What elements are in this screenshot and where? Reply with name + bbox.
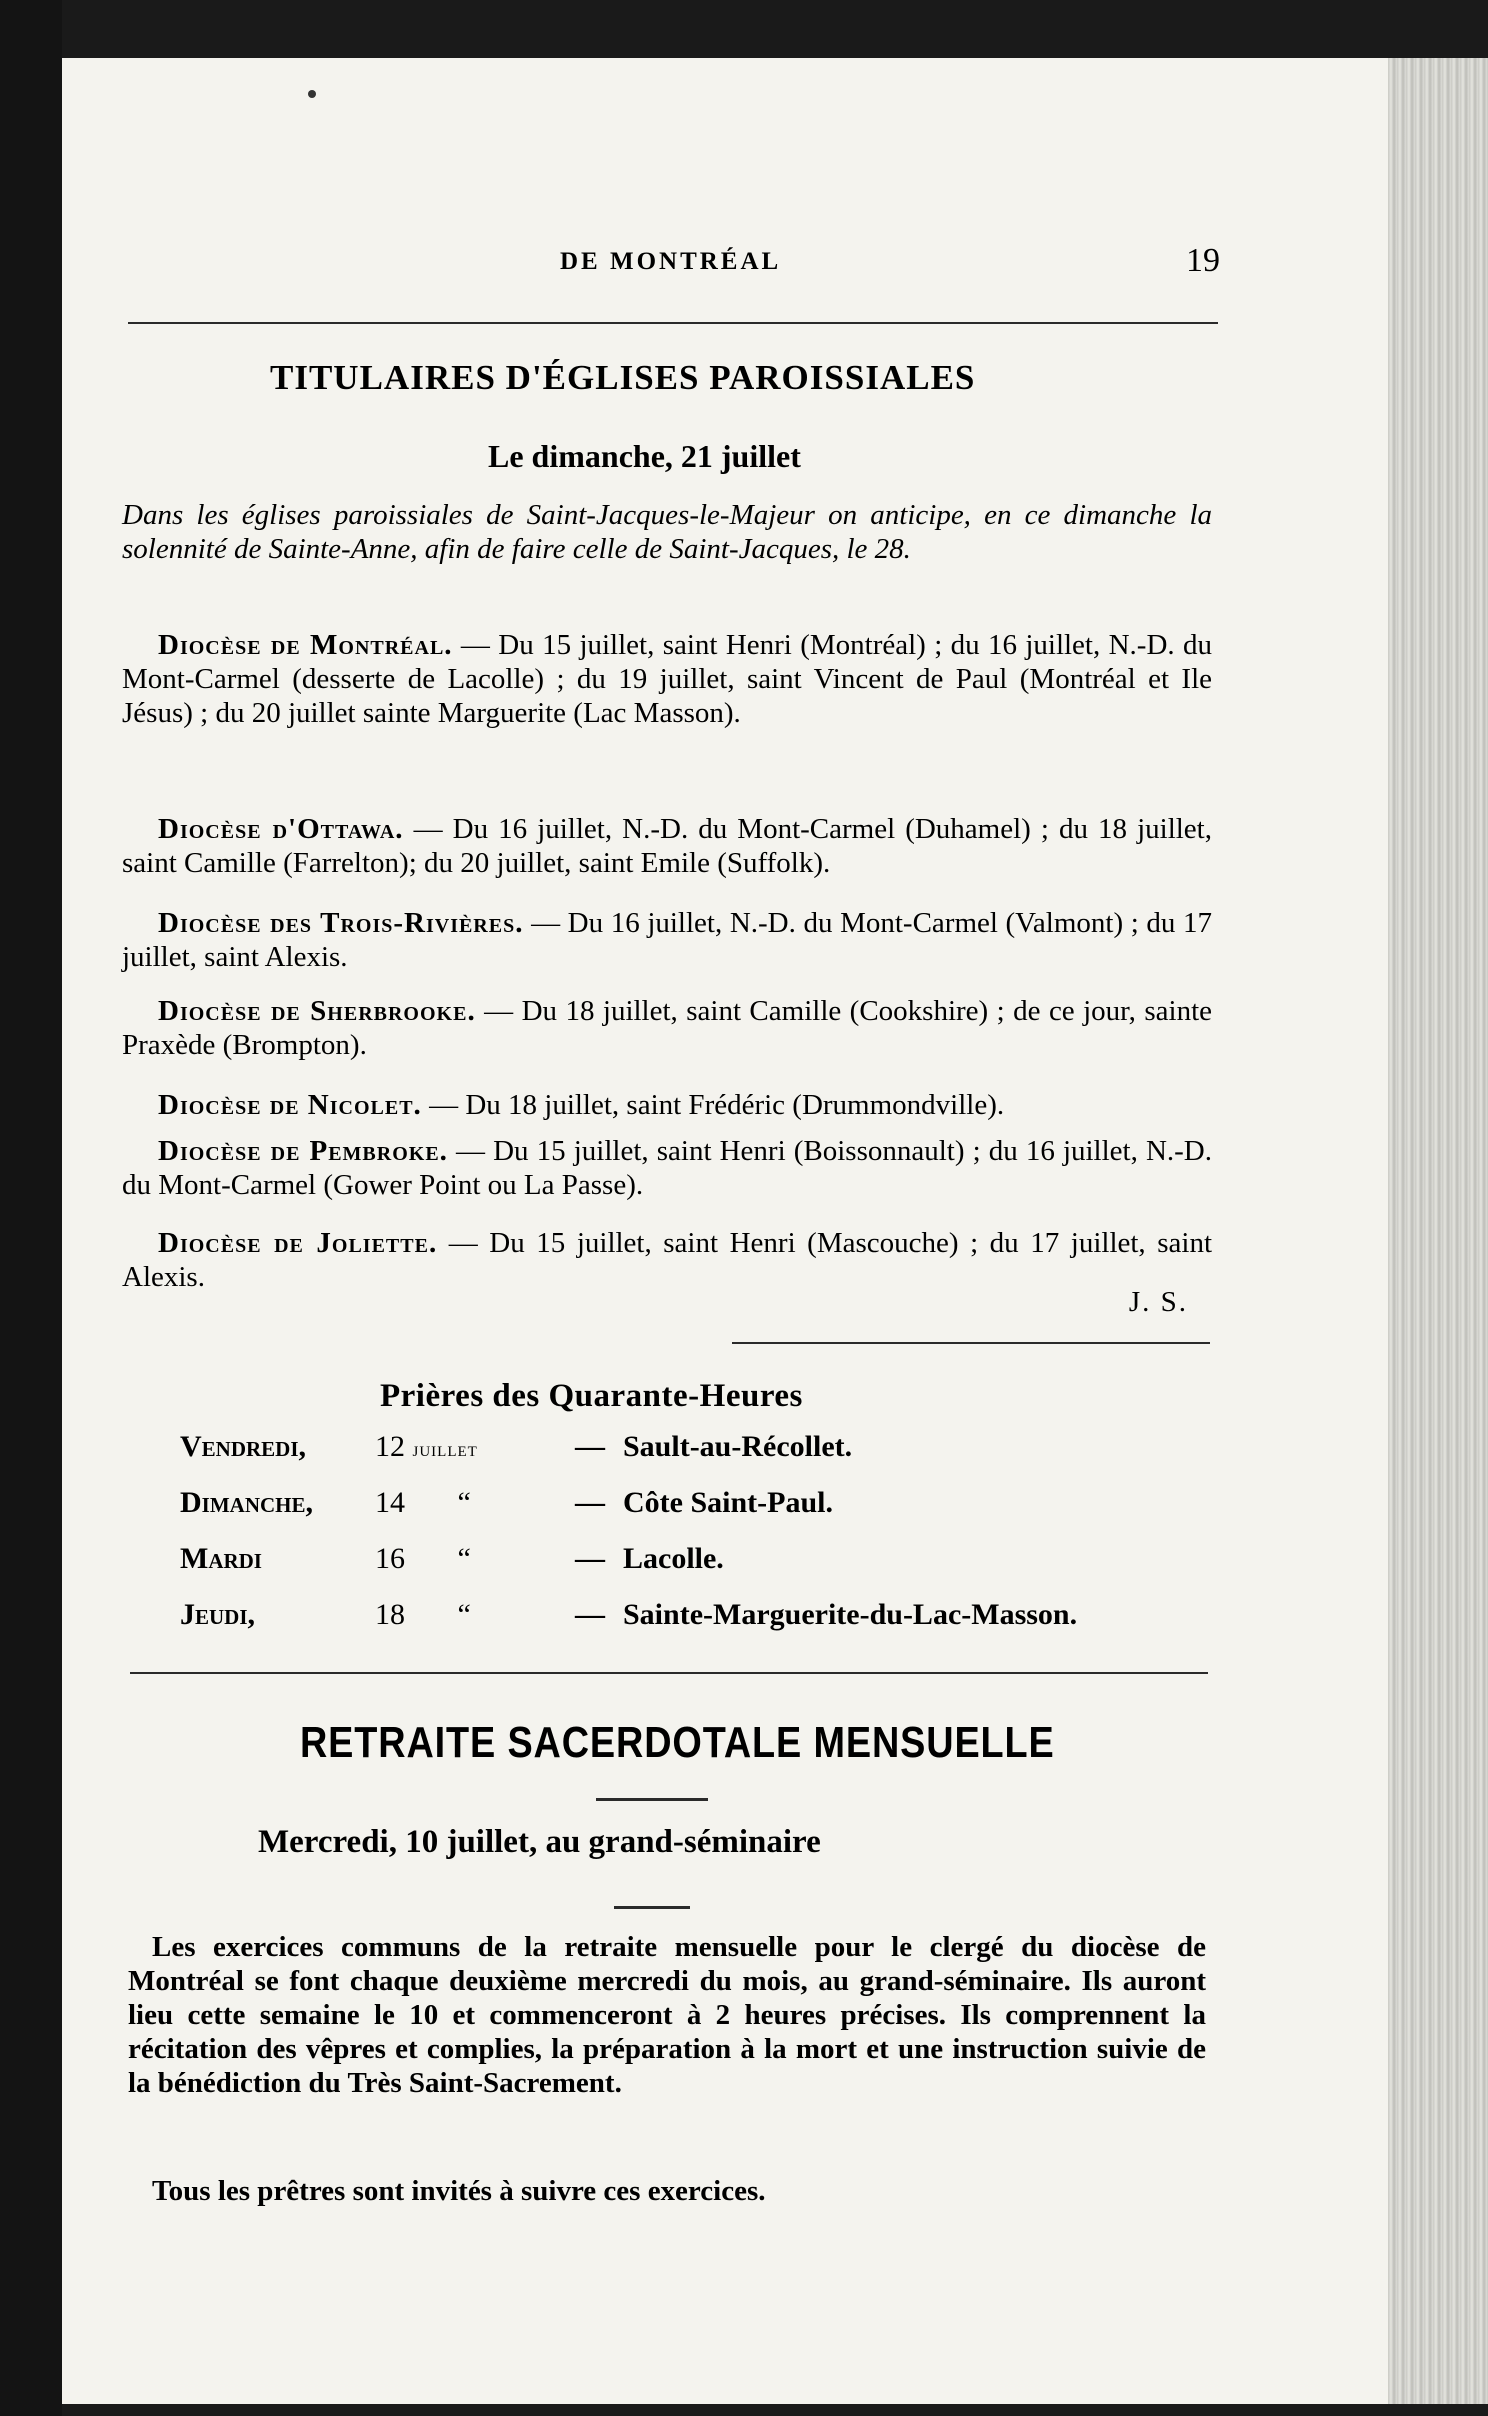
section1-end-rule <box>732 1342 1210 1344</box>
schedule-dash: — <box>575 1598 605 1631</box>
section3-subtitle-rule <box>614 1906 690 1909</box>
section3-subtitle: Mercredi, 10 juillet, au grand-séminaire <box>258 1824 821 1860</box>
diocese-entry <box>122 994 1212 1062</box>
schedule-day: Vendredi, <box>180 1430 307 1463</box>
section3-title: RETRAITE SACERDOTALE MENSUELLE <box>300 1718 1055 1767</box>
schedule-day: Dimanche, <box>180 1486 313 1519</box>
schedule-place: Sainte-Marguerite-du-Lac-Masson. <box>623 1598 1078 1631</box>
schedule-place: Sault-au-Récollet. <box>623 1430 853 1463</box>
diocese-name: Diocèse d'Ottawa. <box>158 813 404 845</box>
schedule-row <box>180 1598 1077 1654</box>
diocese-text: — Du 18 juillet, saint Camille (Cookshire) ; de ce jour, sainte Praxède (Brompton). <box>122 995 1212 1061</box>
diocese-entry <box>122 906 1212 974</box>
schedule-day: Mardi <box>180 1542 262 1575</box>
diocese-entry <box>122 1088 1212 1122</box>
section1-subtitle: Le dimanche, 21 juillet <box>488 438 801 474</box>
scan-left-border <box>0 0 62 2416</box>
diocese-entry <box>122 628 1212 730</box>
schedule-row <box>180 1430 1077 1486</box>
diocese-entry <box>122 1226 1212 1294</box>
diocese-name: Diocèse de Pembroke. <box>158 1135 448 1167</box>
page-edge-strip <box>1388 58 1488 2404</box>
section3-closing: Tous les prêtres sont invités à suivre ces exercices. <box>152 2175 766 2207</box>
schedule-dash: — <box>575 1542 605 1575</box>
section1-title: TITULAIRES D'ÉGLISES PAROISSIALES <box>270 358 976 397</box>
diocese-name: Diocèse des Trois-Rivières. <box>158 907 524 939</box>
diocese-text: — Du 18 juillet, saint Frédéric (Drummondville). <box>421 1089 1005 1121</box>
schedule-date: 12 <box>375 1430 405 1463</box>
diocese-text: — Du 15 juillet, saint Henri (Boissonnault) ; du 16 juillet, N.-D. du Mont-Carmel (Gower Point ou La Passe). <box>122 1135 1212 1201</box>
diocese-entry <box>122 1134 1212 1202</box>
schedule-row <box>180 1542 1077 1598</box>
section1-intro: Dans les églises paroissiales de Saint-Jacques-le-Majeur on anticipe, en ce dimanche la solennité de Sainte-Anne, afin de faire celle de Saint-Jacques, le 28. <box>122 499 1212 565</box>
section3-body: Les exercices communs de la retraite mensuelle pour le clergé du diocèse de Montréal se font chaque deuxième mercredi du mois, au grand-séminaire. Ils auront lieu cette semaine le 10 et commenceront à 2 heures précises. Ils comprennent la récitation des vêpres et complies, la préparation à la mort et une instruction suivie de la bénédiction du Très Saint-Sacrement. <box>128 1931 1206 2099</box>
schedule-day: Jeudi, <box>180 1598 256 1631</box>
schedule-place: Lacolle. <box>623 1542 724 1575</box>
schedule-date: 18 <box>375 1598 405 1631</box>
schedule-date: 14 <box>375 1486 405 1519</box>
diocese-text: — Du 15 juillet, saint Henri (Montréal) ; du 16 juillet, N.-D. du Mont-Carmel (desserte de Lacolle) ; du 19 juillet, saint Vincent de Paul (Montréal et Ile Jésus) ; du 20 juillet sainte Marguerite (Lac Masson). <box>122 629 1212 729</box>
schedule-row <box>180 1486 1077 1542</box>
schedule-month: juillet <box>412 1436 478 1461</box>
signature: J. S. <box>1128 1286 1188 1318</box>
diocese-name: Diocèse de Sherbrooke. <box>158 995 476 1027</box>
diocese-entry <box>122 812 1212 880</box>
page-number: 19 <box>1186 242 1220 279</box>
diocese-name: Diocèse de Montréal. <box>158 629 453 661</box>
running-title: DE MONTRÉAL <box>560 248 782 275</box>
schedule-date: 16 <box>375 1542 405 1575</box>
schedule-place: Côte Saint-Paul. <box>623 1486 833 1519</box>
schedule-month: “ <box>457 1542 471 1575</box>
header-rule <box>128 322 1218 324</box>
section2-title: Prières des Quarante-Heures <box>380 1378 803 1414</box>
schedule-month: “ <box>457 1598 471 1631</box>
forty-hours-schedule <box>180 1430 1077 1654</box>
diocese-text: — Du 15 juillet, saint Henri (Mascouche) ; du 17 juillet, saint Alexis. <box>122 1227 1212 1293</box>
schedule-dash: — <box>575 1430 605 1463</box>
schedule-month: “ <box>457 1486 471 1519</box>
diocese-text: — Du 16 juillet, N.-D. du Mont-Carmel (Valmont) ; du 17 juillet, saint Alexis. <box>122 907 1212 973</box>
diocese-name: Diocèse de Joliette. <box>158 1227 438 1259</box>
section3-title-rule <box>596 1798 708 1801</box>
scan-speck <box>308 90 316 98</box>
schedule-dash: — <box>575 1486 605 1519</box>
diocese-text: — Du 16 juillet, N.-D. du Mont-Carmel (Duhamel) ; du 18 juillet, saint Camille (Farrelton); du 20 juillet, saint Emile (Suffolk). <box>122 813 1212 879</box>
section2-end-rule <box>130 1672 1208 1674</box>
diocese-name: Diocèse de Nicolet. <box>158 1089 422 1121</box>
